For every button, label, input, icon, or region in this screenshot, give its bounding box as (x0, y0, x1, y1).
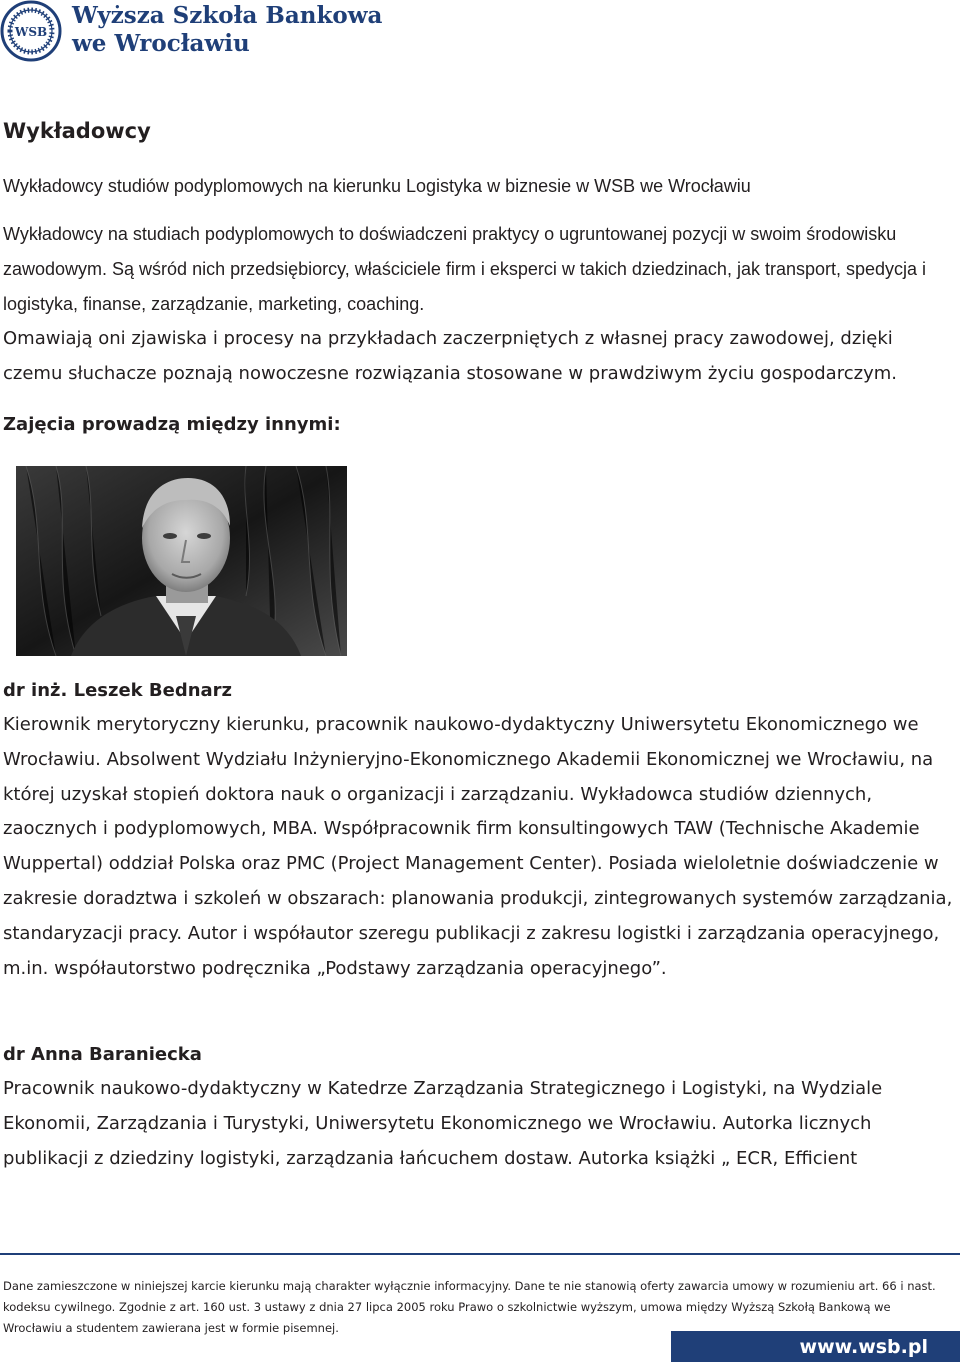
lecturer-name: dr inż. Leszek Bednarz (3, 680, 233, 701)
footer-divider (0, 1253, 960, 1255)
lecturer-name: dr Anna Baraniecka (3, 1044, 202, 1065)
lecturer-bio: Pracownik naukowo-dydaktyczny w Katedrze Zarządzania Strategicznego i Logistyki, na Wydziale Ekonomii, Zarządzania i Turystyki, Uniwersytetu Ekonomicznego we Wrocławiu. Autorka licznych publikacji z dziedziny logistyki, zarządzania łańcuchem dostaw. Autorka książki „ ECR, Efficient (3, 1078, 883, 1169)
lecturer-bio: Kierownik merytoryczny kierunku, pracownik naukowo-dydaktyczny Uniwersytetu Ekonomicznego we Wrocławiu. Absolwent Wydziału Inżynieryjno-Ekonomicznego Akademii Ekonomicznej we Wrocławiu, na której uzyskał stopień doktora nauk o organizacji i zarządzaniu. Wykładowca studiów dziennych, zaocznych i podyplomowych, MBA. Współpracownik firm konsultingowych TAW (Technische Akademie Wuppertal) oddział Polska oraz PMC (Project Management Center). Posiada wieloletnie doświadczenie w zakresie doradztwa i szkoleń w obszarach: planowania produkcji, zintegrowanych systemów zarządzania, standaryzacji pracy. Autor i współautor szeregu publikacji z zakresu logistki i zarządzania operacyjnego, m.in. współautorstwo podręcznika „Podstawy zarządzania operacyjnego”. (3, 714, 953, 979)
logo-line1: Wyższa Szkoła Bankowa (72, 2, 383, 29)
website-bar (671, 1331, 960, 1362)
lecturers-heading: Zajęcia prowadzą między innymi: (3, 414, 341, 435)
logo-line2: we Wrocławiu (72, 30, 250, 57)
intro-paragraph-a: Wykładowcy na studiach podyplomowych to doświadczeni praktycy o ugruntowanej pozycji w swoim środowisku zawodowym. Są wśród nich przedsiębiorcy, właściciele firm i eksperci w takich dziedzinach, jak transport, spedycja i logistyka, finanse, zarządzanie, marketing, coaching. (3, 224, 927, 314)
seal-monogram: WSB (14, 25, 48, 39)
page-subtitle: Wykładowcy studiów podyplomowych na kierunku Logistyka w biznesie w WSB we Wrocławiu (3, 176, 751, 196)
page-title: Wykładowcy (3, 119, 151, 143)
lecturer-photo (16, 466, 347, 656)
wsb-seal-icon (0, 0, 62, 62)
footer-disclaimer: Dane zamieszczone w niniejszej karcie kierunku mają charakter wyłącznie informacyjny. Dane te nie stanowią oferty zawarcia umowy w rozumieniu art. 66 i nast. kodeksu cywilnego. Zgodnie z art. 160 ust. 3 ustawy z dnia 27 lipca 2005 roku Prawo o szkolnictwie wyższym, umowa między Wyższą Szkołą Bankową we Wrocławiu a studentem zawierana jest w formie pisemnej. (3, 1279, 936, 1335)
intro-paragraph-b: Omawiają oni zjawiska i procesy na przykładach zaczerpniętych z własnej pracy zawodowej, dzięki czemu słuchacze poznają nowoczesne rozwiązania stosowane w prawdziwym życiu gospodarczym. (3, 328, 897, 384)
website-link[interactable]: www.wsb.pl (799, 1336, 928, 1358)
wsb-logo (0, 0, 383, 64)
